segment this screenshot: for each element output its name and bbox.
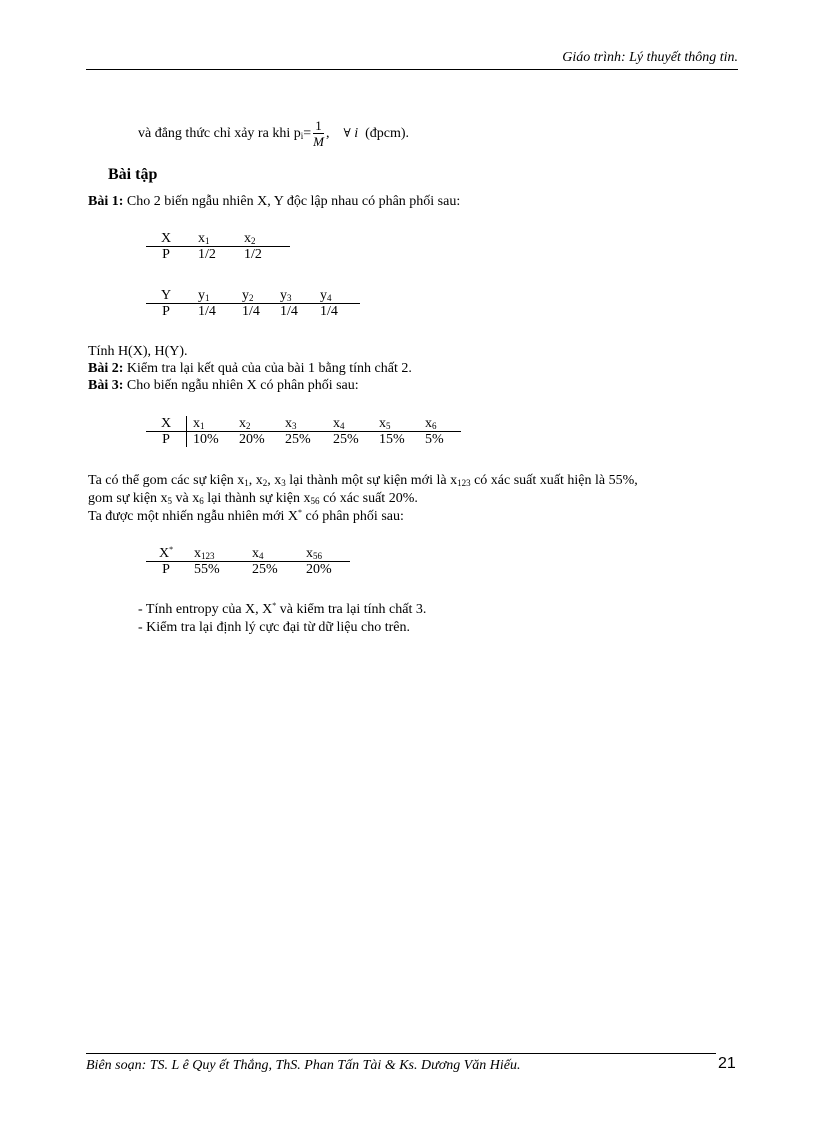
task-bullet-2: - Kiểm tra lại định lý cực đại từ dữ liệu cho trên. [138, 620, 410, 635]
table-y-prob: 1/4 [198, 304, 216, 319]
table-x6-head: $x_1$ [187, 416, 240, 432]
table-x6-p: P [146, 432, 187, 448]
table-xstar-head: $x_{56}$ [306, 546, 350, 562]
table-x6-head: $x_4$ [333, 416, 379, 432]
distribution-table-x [146, 231, 290, 262]
running-header: Giáo trình: Lý thuyết thông tin. [562, 50, 738, 65]
table-y-prob: 1/4 [280, 304, 298, 319]
exercise-2-label: Bài 2: [88, 361, 124, 376]
exercise-1-text: Cho 2 biến ngẫu nhiên X, Y độc lập nhau có phân phối sau: [126, 194, 461, 209]
table-y-head: $y_1$ [186, 288, 242, 304]
intro-sub-i: i [300, 131, 304, 141]
table-xstar-head: $x_4$ [248, 546, 306, 562]
table-x6-prob: 10% [193, 432, 219, 447]
fraction-denominator: M [313, 133, 324, 149]
footer-rule [86, 1053, 716, 1054]
table-x-var: X [146, 231, 186, 247]
table-xstar-prob: 25% [252, 562, 278, 577]
qed-text: (đpcm). [365, 126, 410, 141]
table-x-p: P [162, 247, 170, 262]
table-xstar-p: P [162, 562, 170, 577]
distribution-table-xstar [146, 546, 350, 577]
paragraph-line-2: gom sự kiện $x_5$ và $x_6$ lại thành sự kiện $x_{56}$ có xác suất 20%. [88, 491, 418, 506]
task-bullet-1: - Tính entropy của X, X* và kiểm tra lại tính chất 3. [138, 601, 427, 617]
fraction-1-over-M [313, 118, 324, 150]
exercise-2-text: Kiểm tra lại kết quả của của bài 1 bằng tính chất 2. [126, 361, 412, 376]
intro-comma: , [325, 126, 330, 141]
exercise-3-text: Cho biến ngẫu nhiên X có phân phối sau: [126, 378, 359, 393]
table-x6-head: $x_6$ [425, 416, 461, 432]
compute-entropy-line: Tính H(X), H(Y). [88, 344, 188, 359]
forall-symbol: ∀ [343, 126, 351, 140]
table-x6-prob: 25% [333, 432, 359, 447]
table-xstar-head: $x_{123}$ [186, 546, 248, 562]
footer-authors: Biên soạn: TS. L ê Quy ết Thắng, ThS. Phan Tấn Tài & Ks. Dương Văn Hiếu. [86, 1058, 521, 1073]
table-y-prob: 1/4 [320, 304, 338, 319]
exercise-3 [88, 378, 359, 394]
intro-eq: = [303, 126, 312, 141]
exercise-2 [88, 361, 412, 377]
distribution-table-x6 [146, 416, 461, 447]
table-x-prob: 1/2 [198, 247, 216, 262]
table-x6-prob: 15% [379, 432, 405, 447]
table-x6-head: $x_3$ [285, 416, 333, 432]
page-number: 21 [718, 1055, 736, 1072]
table-x6-prob: 20% [239, 432, 265, 447]
paragraph-line-3: Ta được một nhiến ngẫu nhiên mới X* có phân phối sau: [88, 508, 404, 524]
fraction-numerator: 1 [313, 118, 324, 134]
exercise-1 [88, 194, 460, 210]
distribution-table-y [146, 288, 360, 319]
table-y-head: $y_2$ [242, 288, 280, 304]
section-title: Bài tập [108, 166, 158, 183]
paragraph-line-1: Ta có thể gom các sự kiện $x_1$, $x_2$, $x_3$ lại thành một sự kiện mới là $x_{123}$ có xác suất xuất hiện là 55%, [88, 473, 638, 488]
table-x6-prob: 25% [285, 432, 311, 447]
table-x6-var: X [146, 416, 187, 432]
table-xstar-prob: 55% [194, 562, 220, 577]
table-xstar-prob: 20% [306, 562, 332, 577]
intro-text: và đẳng thức chỉ xảy ra khi p [138, 126, 301, 141]
intro-equality-line [138, 116, 409, 151]
table-y-p: P [162, 304, 170, 319]
table-x-prob: 1/2 [244, 247, 262, 262]
table-y-prob: 1/4 [242, 304, 260, 319]
table-xstar-var: X* [146, 546, 186, 562]
table-x6-prob: 5% [425, 432, 444, 447]
table-y-head: $y_3$ [280, 288, 320, 304]
header-rule [86, 69, 738, 70]
table-x-head: $x_2$ [244, 231, 290, 247]
table-x-head: $x_1$ [186, 231, 244, 247]
table-y-var: Y [146, 288, 186, 304]
table-x6-head: $x_5$ [379, 416, 425, 432]
exercise-1-label: Bài 1: [88, 194, 124, 209]
forall-index: i [354, 126, 359, 141]
table-x6-head: $x_2$ [239, 416, 285, 432]
exercise-3-label: Bài 3: [88, 378, 124, 393]
table-y-head: $y_4$ [320, 288, 360, 304]
